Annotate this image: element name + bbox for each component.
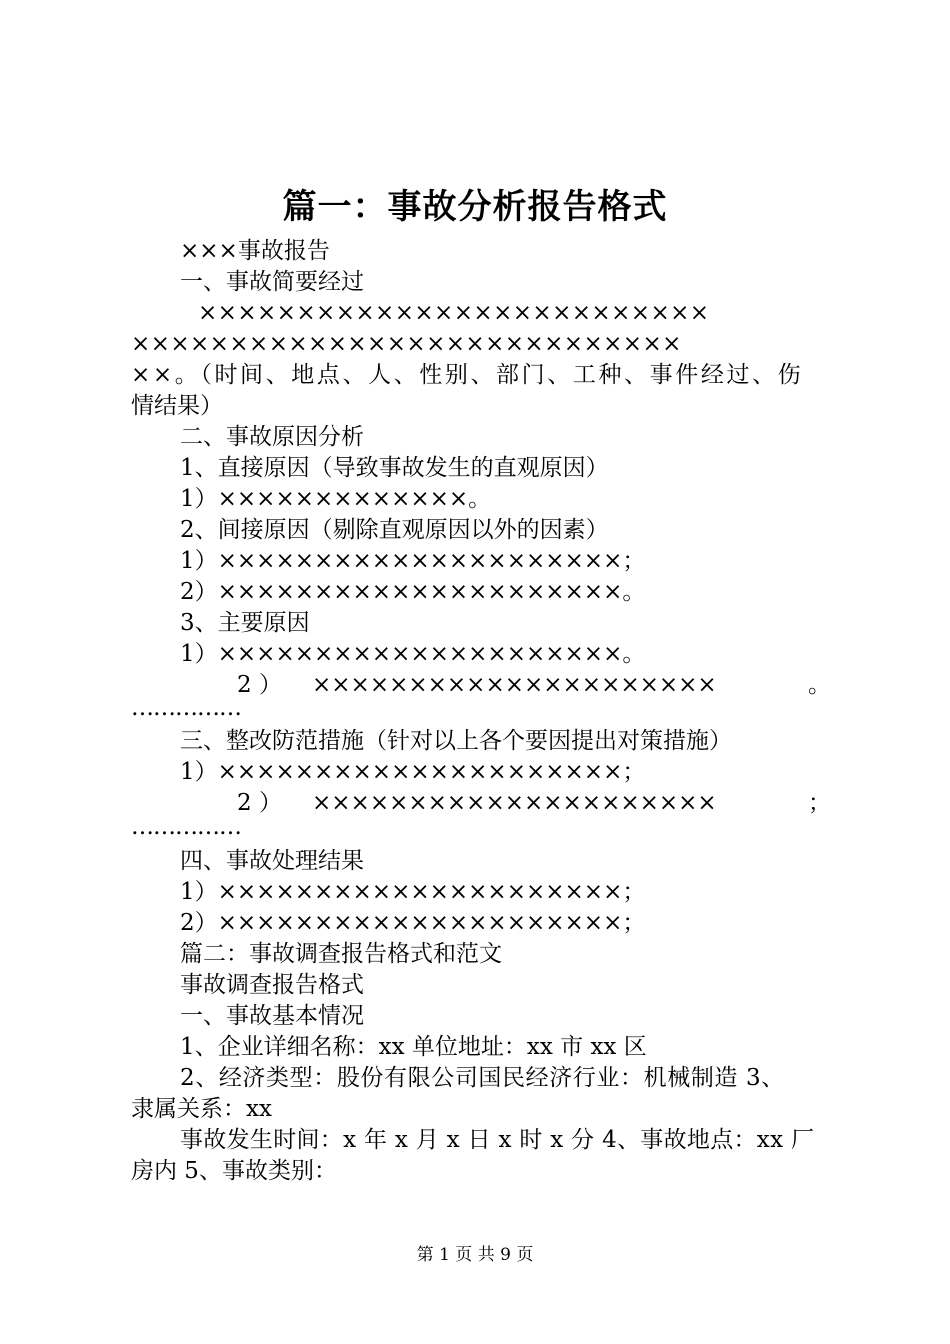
section-heading: 二、事故原因分析: [180, 424, 364, 450]
subsection-heading: 1、直接原因（导致事故发生的直观原因）: [180, 455, 609, 481]
list-item: 1）×××××××××××××××××××××；: [180, 759, 646, 785]
paragraph-line: 2、经济类型：股份有限公司国民经济行业：机械制造 3、: [180, 1065, 785, 1091]
ellipsis-line: ……………: [131, 695, 241, 721]
list-item-text: ×××××××××××××××××××××: [312, 672, 717, 698]
paragraph-line: ××。（时间、地点、人、性别、部门、工种、事件经过、伤: [131, 362, 804, 388]
report-heading: ×××事故报告: [180, 238, 330, 264]
list-item: 2）×××××××××××××××××××××。: [180, 579, 646, 605]
page-footer: 第 1 页 共 9 页: [416, 1245, 534, 1265]
section-heading: 四、事故处理结果: [180, 848, 364, 874]
paragraph-line: 房内 5、事故类别：: [131, 1158, 337, 1184]
list-item-number: 2 ）: [237, 672, 282, 698]
subsection-heading: 3、主要原因: [180, 610, 310, 636]
paragraph-line: ××××××××××××××××××××××××××: [198, 300, 710, 326]
section-heading: 三、整改防范措施（针对以上各个要因提出对策措施）: [180, 728, 732, 754]
list-item-punct: ；: [808, 790, 831, 816]
list-item: 2）×××××××××××××××××××××；: [180, 910, 646, 936]
document-title: 篇一：事故分析报告格式: [282, 187, 668, 227]
section-heading: 一、事故基本情况: [180, 1003, 364, 1029]
list-item-text: ×××××××××××××××××××××: [312, 790, 717, 816]
list-item: 1）×××××××××××××。: [180, 486, 492, 512]
paragraph-line: 事故发生时间：x 年 x 月 x 日 x 时 x 分 4、事故地点：xx 厂: [180, 1127, 815, 1153]
report-heading: 事故调查报告格式: [180, 972, 364, 998]
list-item: 1）×××××××××××××××××××××；: [180, 879, 646, 905]
paragraph-line: 情结果）: [131, 393, 223, 419]
paragraph-line: 隶属关系：xx: [131, 1096, 272, 1122]
list-item: 1）×××××××××××××××××××××；: [180, 548, 646, 574]
paragraph-line: ××××××××××××××××××××××××××××: [131, 331, 682, 357]
section-heading: 一、事故简要经过: [180, 269, 364, 295]
part-heading: 篇二：事故调查报告格式和范文: [180, 941, 502, 967]
list-item-number: 2 ）: [237, 790, 282, 816]
list-item: 1）×××××××××××××××××××××。: [180, 641, 646, 667]
ellipsis-line: ……………: [131, 814, 241, 840]
subsection-heading: 2、间接原因（剔除直观原因以外的因素）: [180, 517, 609, 543]
paragraph-line: 1、企业详细名称：xx 单位地址：xx 市 xx 区: [180, 1034, 647, 1060]
list-item-punct: 。: [808, 672, 831, 698]
